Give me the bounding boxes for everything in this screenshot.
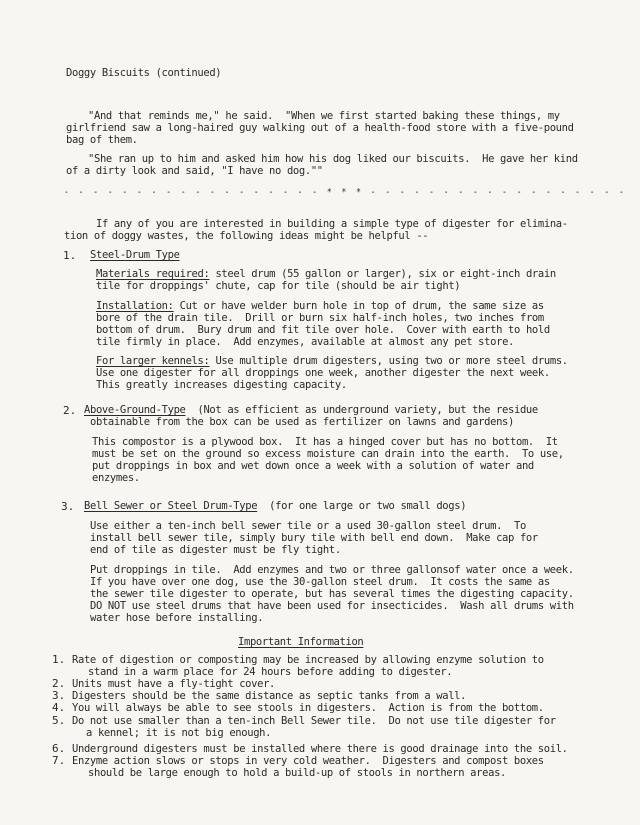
item-line: should be large enough to hold a build-up of stools in northern areas.	[88, 767, 507, 779]
section-line: the sewer tile digester to operate, but has several times the digesting capacity.	[90, 588, 574, 600]
item-number: 1.	[52, 653, 66, 666]
section-line: install bell sewer tile, simply bury tile with bell end down. Make cap for	[90, 532, 538, 544]
section-heading: Bell Sewer or Steel Drum-Type	[84, 500, 258, 512]
section-line: tile for droppings' chute, cap for tile (should be air tight)	[96, 280, 461, 292]
item-number: 4.	[52, 701, 66, 714]
item-line: Enzyme action slows or stops in very cold weather. Digesters and compost boxes	[72, 755, 544, 767]
item-number: 3.	[52, 689, 66, 702]
section-number: 2.	[63, 404, 77, 417]
section-line: must be set on the ground so excess moisture can drain into the earth. To use,	[92, 448, 564, 460]
section-line: water hose before installing.	[90, 612, 264, 624]
item-line: Rate of digestion or composting may be increased by allowing enzyme solution to	[72, 654, 544, 666]
part-label: For larger kennels:	[96, 355, 210, 367]
section-line: Use either a ten-inch bell sewer tile or a used 30-gallon steel drum. To	[90, 520, 526, 532]
section-line: obtainable from the box can be used as fertilizer on lawns and gardens)	[90, 416, 514, 428]
item-line: Underground digesters must be installed where there is good drainage into the soil.	[72, 743, 568, 755]
intro-line: tion of doggy wastes, the following ideas might be helpful --	[64, 230, 429, 242]
section-line: This compostor is a plywood box. It has a hinged cover but has no bottom. It	[92, 436, 558, 448]
important-heading: Important Information	[238, 636, 364, 648]
section-line: tile firmly in place. Add enzymes, available at almost any pet store.	[96, 336, 515, 348]
item-line: a kennel; it is not big enough.	[86, 727, 272, 739]
page-title: Doggy Biscuits (continued)	[66, 67, 222, 79]
section-heading: Steel-Drum Type	[90, 249, 180, 261]
heading-note: (Not as efficient as underground variety, but the residue	[185, 404, 538, 416]
item-number: 5.	[52, 714, 66, 727]
section-line: bottom of drum. Bury drum and fit tile over hole. Cover with earth to hold	[96, 324, 550, 336]
section-line: put droppings in box and wet down once a week with a solution of water and	[92, 460, 534, 472]
item-number: 7.	[52, 754, 66, 767]
section-line: This greatly increases digesting capacity.	[96, 379, 347, 391]
section-line	[96, 300, 544, 312]
heading-note: (for one large or two small dogs)	[257, 500, 467, 512]
part-text: Cut or have welder burn hole in top of drum, the same size as	[173, 300, 544, 312]
section-line: enzymes.	[92, 472, 140, 484]
item-line: Do not use smaller than a ten-inch Bell Sewer tile. Do not use tile digester for	[72, 715, 556, 727]
part-label: Materials required:	[96, 268, 210, 280]
item-line: stand in a warm place for 24 hours before adding to digester.	[88, 666, 453, 678]
item-number: 2.	[52, 677, 66, 690]
story-line: girlfriend saw a long-haired guy walking out of a health-food store with a five-pound	[66, 122, 574, 134]
section-line: end of tile as digester must be fly tight.	[90, 544, 341, 556]
item-number: 6.	[52, 742, 66, 755]
section-line	[84, 500, 466, 512]
story-line: bag of them.	[66, 134, 138, 146]
part-text: Use multiple drum digesters, using two or more steel drums.	[209, 355, 568, 367]
part-label: Installation:	[96, 300, 174, 312]
story-line: "She ran up to him and asked him how his dog liked our biscuits. He gave her kind	[88, 153, 578, 165]
item-line: Digesters should be the same distance as septic tanks from a wall.	[72, 690, 467, 702]
section-line	[96, 355, 568, 367]
section-line: DO NOT use steel drums that have been used for insecticides. Wash all drums with	[90, 600, 574, 612]
section-number: 1.	[63, 249, 77, 262]
section-line: Use one digester for all droppings one week, another digester the next week.	[96, 367, 550, 379]
story-line: "And that reminds me," he said. "When we first started baking these things, my	[88, 110, 560, 122]
section-line	[96, 268, 556, 280]
section-line: Put droppings in tile. Add enzymes and two or three gallonsof water once a week.	[90, 564, 574, 576]
item-line: You will always be able to see stools in digesters. Action is from the bottom.	[72, 702, 544, 714]
story-line: of a dirty look and said, "I have no dog.""	[66, 165, 323, 177]
section-number: 3.	[61, 500, 75, 513]
section-line	[84, 404, 538, 416]
part-text: steel drum (55 gallon or larger), six or eight-inch drain	[209, 268, 556, 280]
section-line: If you have over one dog, use the 30-gallon steel drum. It costs the same as	[90, 576, 550, 588]
intro-line: If any of you are interested in building a simple type of digester for elimina-	[96, 218, 568, 230]
item-line: Units must have a fly-tight cover.	[72, 678, 276, 690]
divider: - - - - - - - - - - - - - - - - - - * * * - - - - - - - - - - - - - - - - - -	[64, 187, 627, 198]
section-heading: Above-Ground-Type	[84, 404, 186, 416]
section-line: bore of the drain tile. Drill or burn six half-inch holes, two inches from	[96, 312, 544, 324]
